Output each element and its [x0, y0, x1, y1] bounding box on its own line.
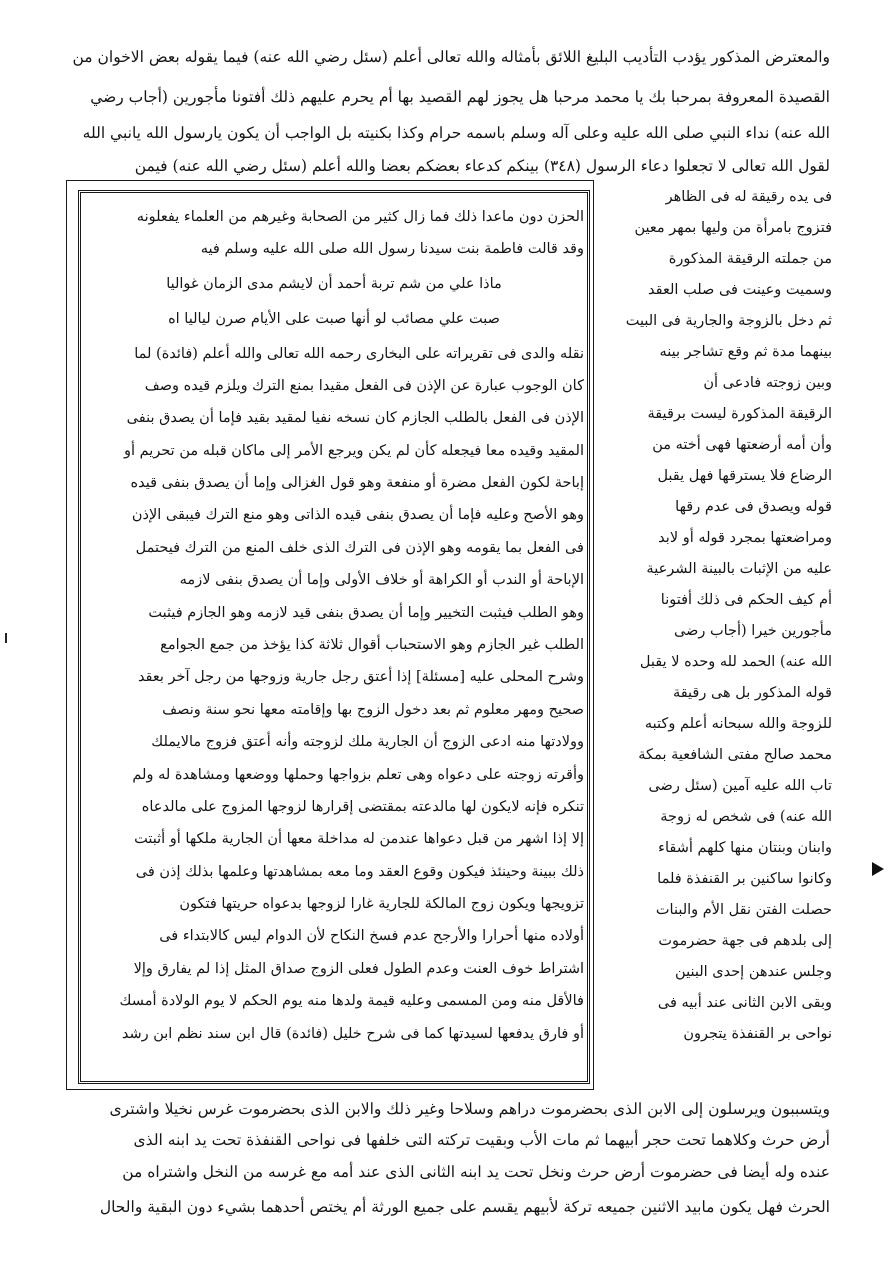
margin-tick-mark — [2, 633, 10, 643]
bottom-line: الحرث فهل يكون مابيد الاثنين جميعه تركة لأبيهم يقسم على جميع الورثة أم يختص أحدهما بشيء دون البقية والحال — [99, 1198, 830, 1216]
side-line: إلى بلدهم فى جهة حضرموت — [658, 933, 832, 949]
side-line: من جملته الرقيقة المذكورة — [668, 251, 832, 267]
commentary-line: الطلب غير الجازم وهو الاستحباب أقوال ثلاثة كذا يؤخذ من جمع الجوامع — [160, 637, 584, 653]
commentary-line: إلا إذا اشهر من قبل دعواها عندمن له مداخلة معها أن الجارية ملكها أو أثبتت — [134, 831, 584, 847]
side-line: عليه من الإثبات بالبينة الشرعية — [646, 561, 832, 577]
bottom-line: ويتسببون ويرسلون إلى الابن الذى بحضرموت دراهم وسلاحا وغير ذلك والابن الذى بحضرموت غرس نخيلا واشترى — [109, 1100, 830, 1118]
top-line: لقول الله تعالى لا تجعلوا دعاء الرسول (٣٤٨) بينكم كدعاء بعضكم بعضا والله أعلم (سئل رضي الله عنه) فيمن — [134, 157, 830, 175]
side-line: فتزوج بامرأة من وليها بمهر معين — [634, 220, 832, 236]
side-line: الرضاع فلا يسترقها فهل يقبل — [657, 468, 832, 484]
side-line: للزوجة والله سبحانه أعلم وكتبه — [644, 716, 832, 732]
commentary-line: أولاده منها أحرارا والأرجح عدم فسخ النكاح لأن الدوام ليس كالابتداء فى — [159, 928, 584, 944]
side-line: وبين زوجته فادعى أن — [703, 375, 832, 391]
commentary-line: نقله والدى فى تقريراته على البخارى رحمه الله تعالى والله أعلم (فائدة) لما — [134, 346, 584, 362]
commentary-line: تزويجها ويكون زوج المالكة للجارية غارا لزوجها بدعواه حريتها فتكون — [179, 896, 584, 912]
commentary-line: الإباحة أو الندب أو الكراهة أو خلاف الأولى وإما أن يصدق بنفى لازمه — [179, 572, 584, 588]
margin-arrow-mark — [872, 862, 884, 876]
side-line: قوله ويصدق فى عدم رقها — [675, 499, 832, 515]
side-line: أم كيف الحكم فى ذلك أفتونا — [660, 592, 832, 608]
side-line: ومراضعتها بمجرد قوله أو لابد — [658, 530, 832, 546]
commentary-line: الحزن دون ماعدا ذلك فما زال كثير من الصحابة وغيرهم من العلماء يفعلونه — [136, 209, 584, 225]
side-line: وبقى الابن الثانى عند أبيه فى — [657, 995, 832, 1011]
side-line: مأجورين خيرا (أجاب رضى — [673, 623, 832, 639]
side-line: وأن أمه أرضعتها فهى أخته من — [652, 437, 832, 453]
side-line: الله عنه) فى شخص له زوجة — [660, 809, 832, 825]
commentary-line: كان الوجوب عبارة عن الإذن فى الفعل مقيدا بمنع الترك ويلزم قيده وصف — [144, 378, 584, 394]
commentary-line: فى الفعل بما يقومه وهو الإذن فى الترك الذى خلف المنع من الترك فيحتمل — [135, 540, 584, 556]
commentary-line: الإذن فى الفعل بالطلب الجازم كان نسخه نفيا لمقيد بقيد فإما أن يصدق بنفى — [126, 410, 584, 426]
top-line: والمعترض المذكور يؤدب التأديب البليغ اللائق بأمثاله والله تعالى أعلم (سئل رضي الله عنه) فيما يقوله بعض الاخوان من — [72, 48, 830, 66]
side-line: قوله المذكور بل هى رقيقة — [672, 685, 832, 701]
commentary-line: وولادتها منه ادعى الزوج أن الجارية ملك لزوجته وأنه أعتق فزوج مالايملك — [151, 734, 584, 750]
commentary-line: أو فارق يدفعها لسيدتها كما فى شرح خليل (فائدة) قال ابن سند نظم ابن رشد — [121, 1026, 584, 1042]
commentary-line: وقد قالت فاطمة بنت سيدنا رسول الله صلى الله عليه وسلم فيه — [200, 241, 584, 257]
side-line: الرقيقة المذكورة ليست برقيقة — [647, 406, 832, 422]
side-line: تاب الله عليه آمين (سئل رضى — [648, 778, 832, 794]
side-line: محمد صالح مفتى الشافعية بمكة — [638, 747, 832, 763]
side-line: وكانوا ساكنين بر القنفذة فلما — [657, 871, 832, 887]
top-line: الله عنه) نداء النبي صلى الله عليه وعلى آله وسلم باسمه حرام وكذا بكنيته بل الواجب أن يكون يارسول الله يانبي الله — [82, 124, 830, 142]
commentary-line: إباحة لكون الفعل مضرة أو منفعة وهو قول الغزالى وإما أن يصدق بنفى قيده — [130, 475, 584, 491]
side-line: وسميت وعينت فى صلب العقد — [648, 282, 832, 298]
side-line: بينهما مدة ثم وقع تشاجر بينه — [659, 344, 832, 360]
top-line: القصيدة المعروفة بمرحبا بك يا محمد مرحبا هل يجوز لهم القصيد بها أم يحرم عليهم ذلك أفتونا مأجورين (أجاب رضي — [90, 88, 830, 106]
bottom-line: عنده وله أيضا فى حضرموت أرض حرث ونخل تحت يد ابنه الثانى الذى عند أمه مع غرسه من النخل واشتراه من — [122, 1163, 830, 1181]
commentary-line: فالأقل منه ومن المسمى وعليه قيمة ولدها منه يوم الحكم لا يوم الولادة أمسك — [119, 993, 584, 1009]
commentary-line: المقيد وقيده معا فيجعله كأن لم يكن ويرجع الأمر إلى ماكان قبله من تحريم أو — [124, 443, 584, 459]
side-line: فى يده رقيقة له فى الظاهر — [665, 189, 832, 205]
commentary-line: وهو الطلب فيثبت التخيير وإما أن يصدق بنفى قيد لازمه وهو الجازم فيثبت — [148, 605, 584, 621]
commentary-line: وأقرته زوجته على دعواه وهى تعلم بزواجها وحملها ووضعها ومشاهدة له ولم — [132, 767, 584, 783]
poem-verse: صبت علي مصائب لو أنها صبت على الأيام صرن لياليا اه — [168, 311, 500, 327]
side-line: وابنان وبنتان منها كلهم أشقاء — [658, 840, 832, 856]
commentary-line: صحيح ومهر معلوم ثم بعد دخول الزوج بها وإقامته معها نحو سنة ونصف — [162, 702, 584, 718]
bottom-line: أرض حرث وكلاهما تحت حجر أبيهما ثم مات الأب وبقيت تركته التى خلفها فى نواحى القنفذة تحت يد ابنه الذى — [133, 1131, 830, 1149]
side-line: الله عنه) الحمد لله وحده لا يقبل — [639, 654, 832, 670]
side-line: ثم دخل بالزوجة والجارية فى البيت — [625, 313, 832, 329]
commentary-line: ذلك ببينة وحينئذ فيكون وقوع العقد وما معه بمشاهدتها وعلمها بذلك إذن فى — [135, 864, 584, 880]
side-line: حصلت الفتن نقل الأم والبنات — [655, 902, 832, 918]
commentary-line: تنكره فإنه لايكون لها مالدعته بمقتضى إقرارها لزوجها المزوج على مالدعاه — [141, 799, 584, 815]
commentary-line: وهو الأصح وعليه فإما أن يصدق بنفى قيده الذاتى وهو منع الترك فيبقى الإذن — [131, 507, 584, 523]
side-line: وجلس عندهن إحدى البنين — [675, 964, 832, 980]
commentary-line: وشرح المحلى عليه [مسئلة] إذا أعتق رجل جارية وزوجها من رجل آخر بعقد — [137, 669, 584, 685]
commentary-line: اشتراط خوف العنت وعدم الطول فعلى الزوج صداق المثل إذا لم يفارق وإلا — [133, 961, 584, 977]
side-line: نواحى بر القنفذة يتجرون — [683, 1026, 832, 1042]
poem-verse: ماذا علي من شم تربة أحمد أن لايشم مدى الزمان غواليا — [166, 276, 502, 292]
